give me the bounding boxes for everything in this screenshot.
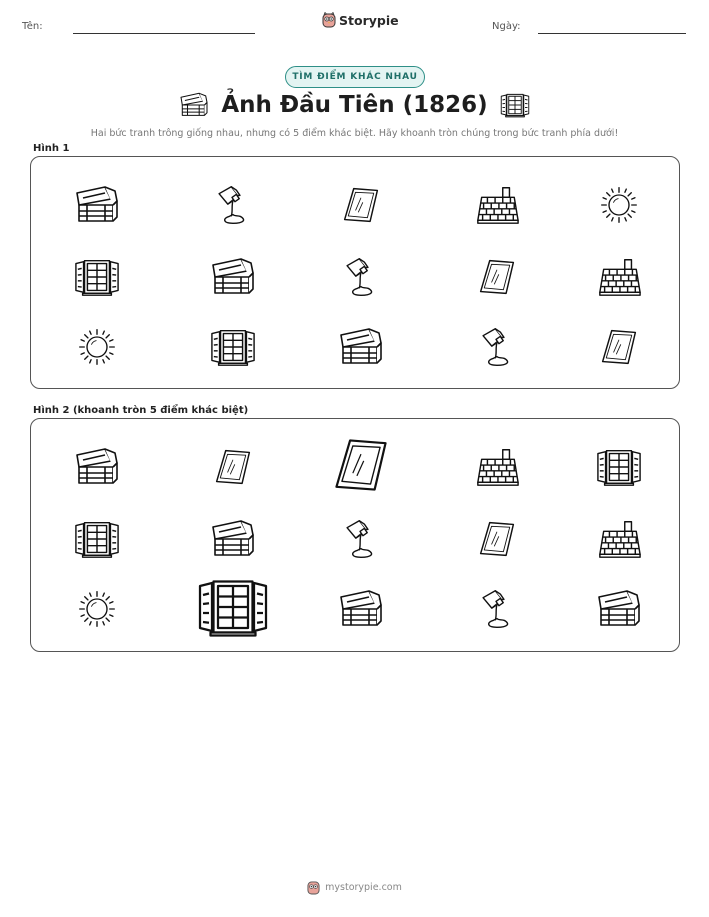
bottle-icon xyxy=(474,327,520,367)
picture-item-roof[interactable] xyxy=(465,439,529,495)
picture-item-sun[interactable] xyxy=(587,177,651,233)
owl-icon xyxy=(322,12,336,28)
picture-item-chest[interactable] xyxy=(587,581,651,637)
picture-item-sun[interactable] xyxy=(65,581,129,637)
footer-url[interactable]: mystorypie.com xyxy=(325,882,402,893)
panel-2-label: Hình 2 (khoanh tròn 5 điểm khác biệt) xyxy=(33,405,249,416)
chest-icon xyxy=(74,185,120,225)
picture-item-chest[interactable] xyxy=(329,319,393,375)
picture-item-bottle[interactable] xyxy=(465,581,529,637)
plate-icon xyxy=(474,519,520,559)
plate-icon xyxy=(210,447,256,487)
roof-icon xyxy=(474,447,520,487)
chest-icon xyxy=(210,257,256,297)
roof-icon xyxy=(596,257,642,297)
chest-icon xyxy=(338,327,384,367)
activity-badge: TÌM ĐIỂM KHÁC NHAU xyxy=(285,66,425,88)
picture-item-window[interactable] xyxy=(587,439,651,495)
window-icon xyxy=(74,257,120,297)
picture-item-window[interactable] xyxy=(195,573,271,641)
picture-item-chest[interactable] xyxy=(329,581,393,637)
page-title: Ảnh Đầu Tiên (1826) xyxy=(221,92,488,118)
picture-item-chest[interactable] xyxy=(201,511,265,567)
roof-icon xyxy=(474,185,520,225)
roof-icon xyxy=(596,519,642,559)
window-icon xyxy=(596,447,642,487)
picture-item-plate[interactable] xyxy=(587,319,651,375)
picture-item-roof[interactable] xyxy=(587,249,651,305)
picture-item-roof[interactable] xyxy=(587,511,651,567)
picture-item-roof[interactable] xyxy=(465,177,529,233)
sun-icon xyxy=(74,589,120,629)
plate-icon xyxy=(596,327,642,367)
bottle-icon xyxy=(338,519,384,559)
plate-icon xyxy=(338,185,384,225)
title-row xyxy=(0,92,709,118)
picture-item-window[interactable] xyxy=(201,319,265,375)
picture-panel-2 xyxy=(30,418,680,652)
sun-icon xyxy=(596,185,642,225)
panel-1-label: Hình 1 xyxy=(33,143,70,154)
name-line[interactable] xyxy=(73,33,255,34)
picture-panel-1 xyxy=(30,156,680,389)
picture-item-window[interactable] xyxy=(65,511,129,567)
picture-item-sun[interactable] xyxy=(65,319,129,375)
storypie-logo xyxy=(322,12,399,28)
sun-icon xyxy=(74,327,120,367)
date-line[interactable] xyxy=(538,33,686,34)
footer xyxy=(0,880,709,895)
window-icon xyxy=(500,92,530,118)
bottle-icon xyxy=(474,589,520,629)
picture-item-chest[interactable] xyxy=(65,439,129,495)
picture-item-plate[interactable] xyxy=(323,431,399,499)
picture-item-plate[interactable] xyxy=(465,249,529,305)
date-label: Ngày: xyxy=(492,21,521,32)
picture-item-bottle[interactable] xyxy=(465,319,529,375)
brand-name: Storypie xyxy=(339,12,399,28)
picture-item-bottle[interactable] xyxy=(329,249,393,305)
picture-item-chest[interactable] xyxy=(201,249,265,305)
picture-item-window[interactable] xyxy=(65,249,129,305)
picture-item-chest[interactable] xyxy=(65,177,129,233)
chest-icon xyxy=(338,589,384,629)
bottle-icon xyxy=(338,257,384,297)
picture-item-plate[interactable] xyxy=(201,439,265,495)
picture-item-bottle[interactable] xyxy=(201,177,265,233)
picture-item-bottle[interactable] xyxy=(329,511,393,567)
instructions: Hai bức tranh trông giống nhau, nhưng có 5 điểm khác biệt. Hãy khoanh tròn chúng trong bức tranh phía dưới! xyxy=(90,128,619,139)
window-icon xyxy=(197,577,269,637)
bottle-icon xyxy=(210,185,256,225)
plate-icon xyxy=(325,435,397,495)
chest-icon xyxy=(179,92,209,118)
picture-item-plate[interactable] xyxy=(465,511,529,567)
plate-icon xyxy=(474,257,520,297)
window-icon xyxy=(74,519,120,559)
chest-icon xyxy=(74,447,120,487)
chest-icon xyxy=(210,519,256,559)
owl-icon xyxy=(307,880,320,895)
window-icon xyxy=(210,327,256,367)
name-label: Tên: xyxy=(22,21,43,32)
chest-icon xyxy=(596,589,642,629)
picture-item-plate[interactable] xyxy=(329,177,393,233)
